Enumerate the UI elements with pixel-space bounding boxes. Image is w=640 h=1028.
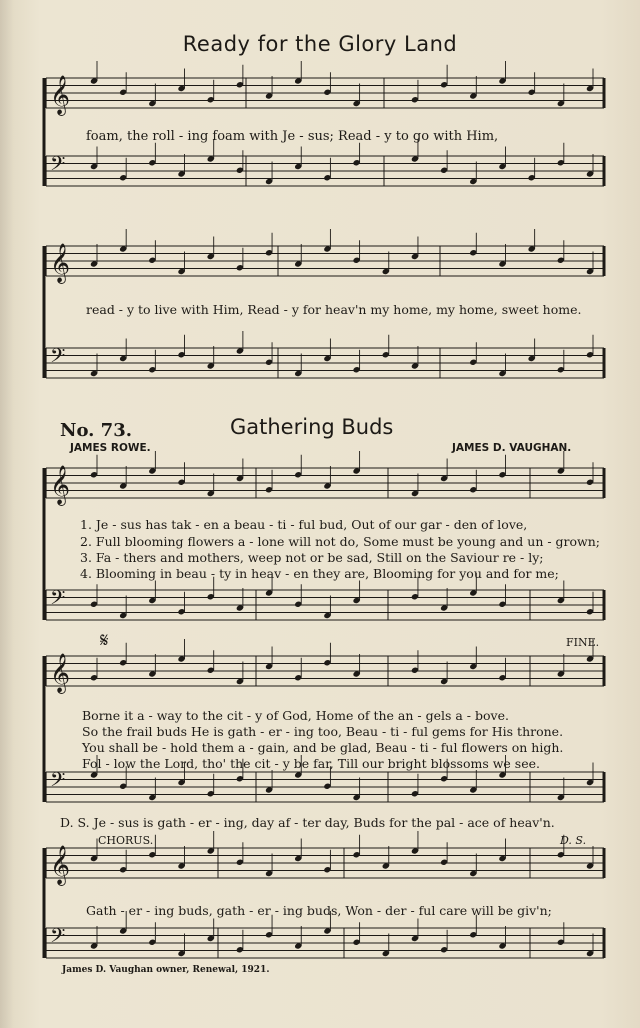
treble-clef: 𝄞 (50, 75, 71, 115)
treble-clef: 𝄞 (50, 243, 71, 283)
bass-clef: 𝄢 (50, 152, 66, 180)
chorus-label: CHORUS. (98, 834, 154, 847)
verse-line: Fol - low the Lord, tho' the cit - y be far, Till our bright blossoms we see. (82, 756, 540, 771)
bass-clef: 𝄢 (50, 768, 66, 796)
lyric-line: read - y to live with Him, Read - y for heav'n my home, my home, sweet home. (86, 302, 582, 317)
treble-clef: 𝄞 (50, 653, 71, 693)
chorus-lyric: Gath - er - ing buds, gath - er - ing buds, Won - der - ful care will be giv'n; (86, 903, 552, 918)
bass-clef: 𝄢 (50, 344, 66, 372)
hymn-number: No. 73. (60, 420, 132, 441)
fine-mark: FINE. (566, 636, 600, 649)
ds-mark: D. S. (560, 834, 587, 847)
lyricist: JAMES ROWE. (70, 442, 151, 454)
hymn-title-ready-for-the-glory-land: Ready for the Glory Land (182, 32, 458, 56)
ds-line: D. S. Je - sus is gath - er - ing, day af - ter day, Buds for the pal - ace of heav'n. (60, 815, 555, 830)
treble-clef: 𝄞 (50, 845, 71, 885)
verse-line: So the frail buds He is gath - er - ing too, Beau - ti - ful gems for His throne. (82, 724, 564, 739)
verse-line: 4. Blooming in beau - ty in heav - en they are, Blooming for you and for me; (80, 566, 559, 581)
copyright-footer: James D. Vaughan owner, Renewal, 1921. (62, 965, 270, 975)
verse-line: You shall be - hold them a - gain, and be glad, Beau - ti - ful flowers on high. (82, 740, 564, 755)
segno-sign: 𝄋 (100, 628, 109, 652)
verse-line: 1. Je - sus has tak - en a beau - ti - ful bud, Out of our gar - den of love, (80, 517, 528, 532)
lyric-line: foam, the roll - ing foam with Je - sus; Read - y to go with Him, (86, 129, 499, 144)
treble-clef: 𝄞 (50, 465, 71, 505)
verse-line: 2. Full blooming flowers a - lone will not do, Some must be young and un - grown; (80, 534, 601, 549)
verse-line: 3. Fa - thers and mothers, weep not or be sad, Still on the Saviour re - ly; (80, 550, 544, 565)
hymn-title-gathering-buds: Gathering Buds (230, 415, 394, 439)
composer: JAMES D. VAUGHAN. (452, 442, 572, 454)
verse-line: Borne it a - way to the cit - y of God, Home of the an - gels a - bove. (82, 708, 509, 723)
bass-clef: 𝄢 (50, 924, 66, 952)
bass-clef: 𝄢 (50, 586, 66, 614)
